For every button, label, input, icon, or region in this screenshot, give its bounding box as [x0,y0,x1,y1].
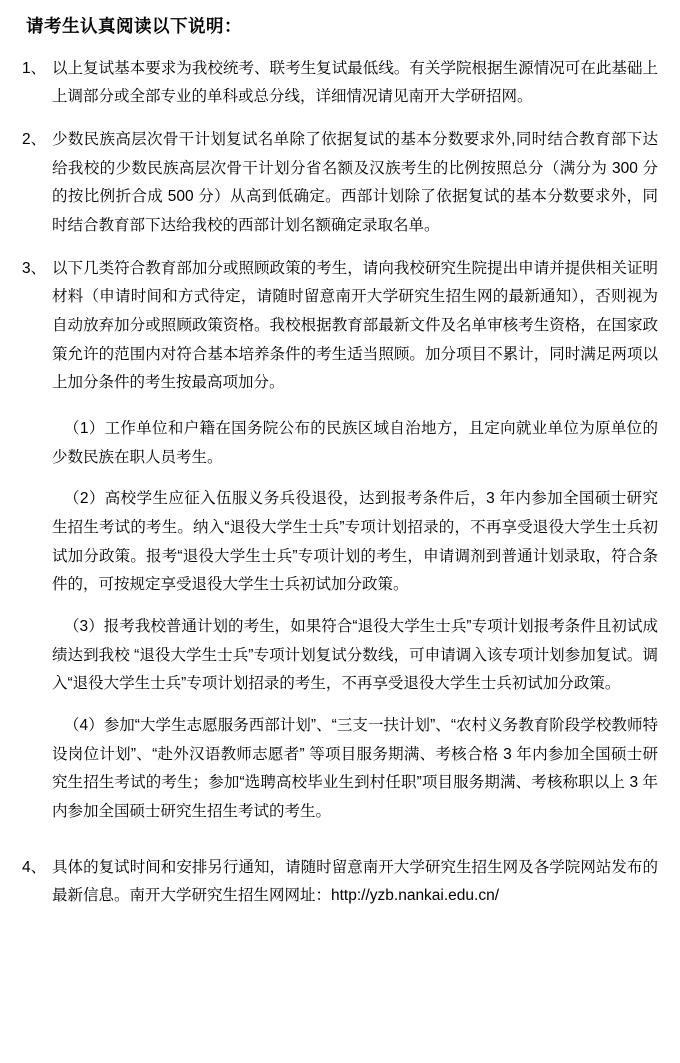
list-item-2 [22,126,658,241]
list-item-2-paragraph: 少数民族高层次骨干计划复试名单除了依据复试的基本分数要求外,同时结合教育部下达给我校的少数民族高层次骨干计划分省名额及汉族考生的比例按照总分（满分为 300 分的按比例折合成 500 分）从高到低确定。西部计划除了依据复试的基本分数要求外，同时结合教育部下达给我校的西部计划名额确定录取名单。 [52,130,658,234]
list-item-3-number: 3、 [22,259,47,277]
list-item-3-paragraph: 以下几类符合教育部加分或照顾政策的考生，请向我校研究生院提出申请并提供相关证明材料（申请时间和方式待定，请随时留意南开大学研究生招生网的最新通知），否则视为自动放弃加分或照顾政策资格。我校根据教育部最新文件及名单审核考生资格，在国家政策允许的范围内对符合基本培养条件的考生适当照顾。加分项目不累计，同时满足两项以上加分条件的考生按最高项加分。 [52,259,658,392]
list-item-3-sub-2: （2）高校学生应征入伍服义务兵役退役，达到报考条件后，3 年内参加全国硕士研究生招生考试的考生。纳入“退役大学生士兵”专项计划招录的，不再享受退役大学生士兵初试加分政策。报考“退役大学生士兵”专项计划的考生，申请调剂到普通计划录取，符合条件的，可按规定享受退役大学生士兵初试加分政策。 [52,490,658,594]
list-item-1-number: 1、 [22,59,47,77]
list-item-2-body [52,126,658,241]
list-item-1-body [52,55,658,112]
list-item-3 [22,255,658,840]
list-item-4-number: 4、 [22,858,47,876]
list-item-4 [22,854,658,911]
list-item-3-sub-4: （4）参加“大学生志愿服务西部计划”、“三支一扶计划”、“农村义务教育阶段学校教师特设岗位计划”、“赴外汉语教师志愿者” 等项目服务期满、考核合格 3 年内参加全国硕士研究生招生考试的考生；参加“选聘高校毕业生到村任职”项目服务期满、考核称职以上 3 年内参加全国硕士研究生招生考试的考生。 [52,716,658,820]
list-item-3-sub-1: （1）工作单位和户籍在国务院公布的民族区域自治地方，且定向就业单位为原单位的少数民族在职人员考生。 [52,419,658,466]
list-item-1-paragraph: 以上复试基本要求为我校统考、联考生复试最低线。有关学院根据生源情况可在此基础上上调部分或全部专业的单科或总分线，详细情况请见南开大学研招网。 [52,59,658,106]
list-item-3-sub-3: （3）报考我校普通计划的考生，如果符合“退役大学生士兵”专项计划报考条件且初试成绩达到我校 “退役大学生士兵”专项计划复试分数线，可申请调入该专项计划参加复试。调入“退役大学生士兵”专项计划招录的考生，不再享受退役大学生士兵初试加分政策。 [52,617,658,693]
list-item-4-paragraph: 具体的复试时间和安排另行通知，请随时留意南开大学研究生招生网及各学院网站发布的最新信息。南开大学研究生招生网网址：http://yzb.nankai.edu.cn/ [52,858,658,905]
list-item-1 [22,55,658,112]
list-item-2-number: 2、 [22,130,47,148]
list-item-4-body [52,854,658,911]
page-title: 请考生认真阅读以下说明： [26,16,242,36]
list-item-3-body [52,255,658,840]
